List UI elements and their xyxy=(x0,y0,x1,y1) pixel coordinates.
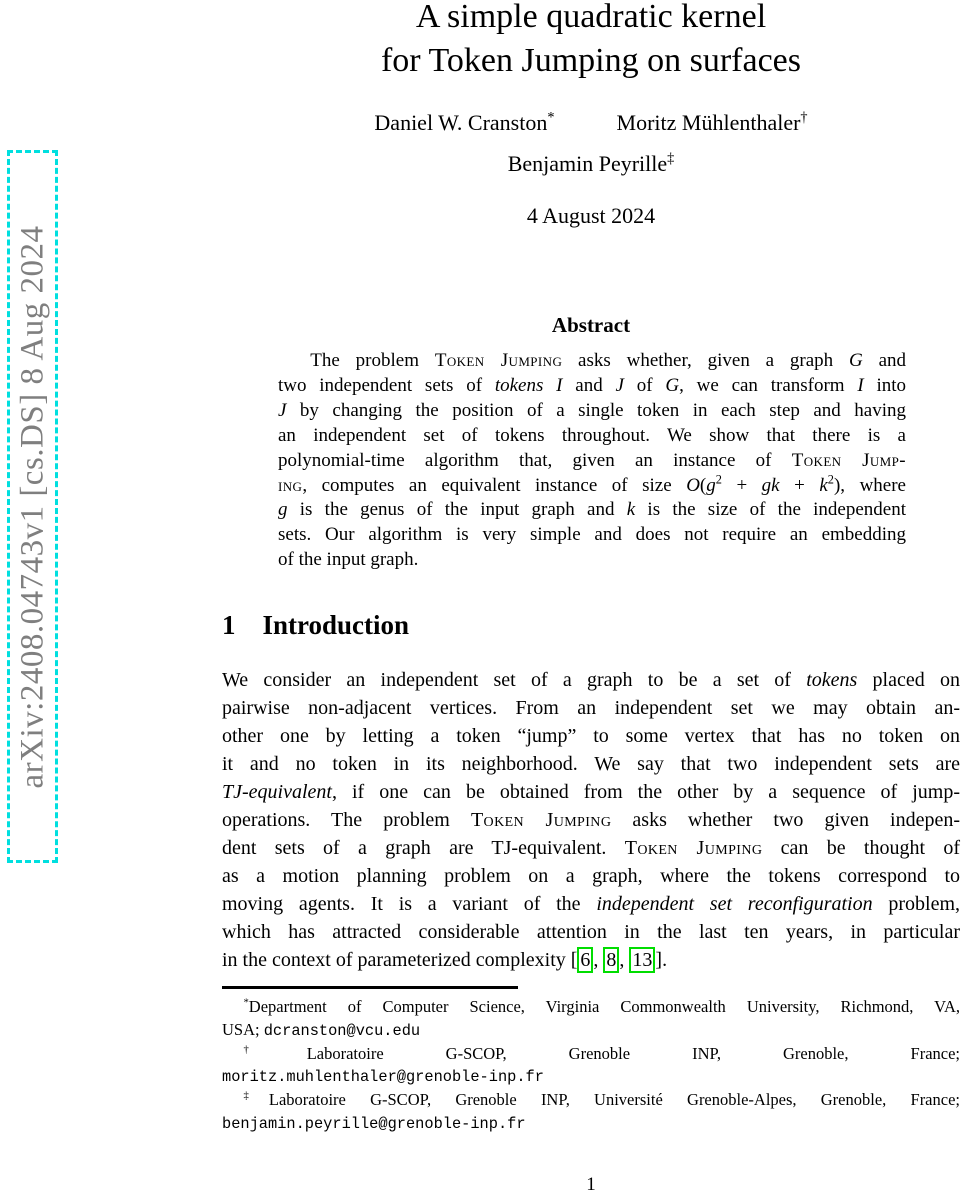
text: two independent sets of xyxy=(278,374,495,396)
citation-link[interactable]: 13 xyxy=(629,947,655,973)
text: placed on xyxy=(857,669,960,691)
text: , xyxy=(619,949,630,971)
text-sc: Token Jumping xyxy=(434,350,563,371)
abstract-heading: Abstract xyxy=(551,313,631,337)
text-sup: ‡ xyxy=(243,1089,269,1102)
footnote-mark: † xyxy=(800,109,808,126)
text-tt: moritz.muhlenthaler@grenoble-inp.fr xyxy=(222,1068,544,1087)
text: Laboratoire G-SCOP, Grenoble INP, Grenoble, France; xyxy=(306,1043,960,1063)
text-line xyxy=(278,523,906,548)
text-line xyxy=(222,996,960,1019)
text-m: G xyxy=(849,350,863,371)
author-name: Daniel W. Cranston* xyxy=(374,109,555,135)
text-sc: ing xyxy=(278,474,303,496)
text-line xyxy=(278,399,906,424)
text-i: independent set reconfiguration xyxy=(596,893,873,915)
text: problem, xyxy=(872,893,960,915)
text-line xyxy=(278,349,906,374)
authors-row xyxy=(222,151,960,177)
text-line xyxy=(222,750,960,778)
text: and xyxy=(862,350,907,371)
text-line xyxy=(222,1112,960,1136)
text: other one by letting a token “jump” to some vertex that has no token on xyxy=(222,725,960,747)
text: into xyxy=(863,374,907,396)
text-sc: Token Jumping xyxy=(470,809,612,831)
text: + xyxy=(721,474,762,496)
text: is the size of the independent xyxy=(635,499,906,521)
section-number: 1 xyxy=(222,610,236,640)
text-m: g xyxy=(706,474,716,496)
text-m: O xyxy=(686,474,700,496)
text: it and no token in its neighborhood. We say that two independent sets are xyxy=(222,753,960,775)
text-line xyxy=(222,1043,960,1066)
text: moving agents. It is a variant of the xyxy=(222,893,597,915)
text-sc: Token Jumping xyxy=(624,837,763,859)
text-sc: Token Jump- xyxy=(791,449,906,471)
text: , xyxy=(593,949,604,971)
footnote-mark: * xyxy=(547,109,555,126)
section-title: Introduction xyxy=(262,610,410,640)
text-tt: dcranston@vcu.edu xyxy=(263,1021,421,1040)
text-line xyxy=(278,498,906,523)
text: dent sets of a graph are TJ-equivalent. xyxy=(222,837,625,859)
text-line xyxy=(222,694,960,722)
text-line xyxy=(222,834,960,862)
text: asks whether, given a graph xyxy=(562,350,850,371)
text: as a motion planning problem on a graph, where the tokens correspond to xyxy=(222,865,960,887)
text-line xyxy=(278,474,906,499)
text: of xyxy=(623,374,666,396)
citation-link[interactable]: 6 xyxy=(577,947,593,973)
text-line xyxy=(222,1089,960,1112)
text-m: I xyxy=(857,374,864,396)
text-line xyxy=(222,918,960,946)
author-name: Benjamin Peyrille‡ xyxy=(507,150,675,176)
title-line-2: for Token Jumping on surfaces xyxy=(380,42,802,79)
text-line xyxy=(222,862,960,890)
section-heading xyxy=(222,610,409,641)
authors-row xyxy=(222,110,960,136)
text-sup: 2 xyxy=(827,472,834,487)
text: ), where xyxy=(833,474,906,496)
text: of the input graph. xyxy=(278,549,419,571)
arxiv-identifier: arXiv:2408.04743v1 [cs.DS] 8 Aug 2024 xyxy=(14,225,50,788)
text: which has attracted considerable attention in the last ten years, in particular xyxy=(222,921,960,943)
text: Laboratoire G-SCOP, Grenoble INP, Université Grenoble-Alpes, Grenoble, France; xyxy=(268,1090,960,1110)
introduction-body xyxy=(222,666,960,974)
text-m: k xyxy=(626,499,636,521)
text-m: k xyxy=(819,474,828,496)
text-i: TJ-equivalent xyxy=(222,781,332,803)
text-line xyxy=(278,424,906,449)
text-line xyxy=(222,1065,960,1089)
text: , we can transform xyxy=(679,374,858,396)
text: can be thought of xyxy=(762,837,960,859)
text: + xyxy=(779,474,820,496)
text-line xyxy=(222,946,960,974)
text-line xyxy=(278,449,906,474)
text-m: I xyxy=(556,374,563,396)
text-m: G xyxy=(665,374,680,396)
text: in the context of parameterized complexity [ xyxy=(222,949,578,971)
text: polynomial-time algorithm that, given an instance of xyxy=(278,449,792,471)
footnotes xyxy=(222,996,960,1136)
text: USA; xyxy=(222,1019,264,1039)
text: Department of Computer Science, Virginia Commonwealth University, Richmond, VA, xyxy=(248,997,960,1016)
text-line xyxy=(278,548,906,573)
text: and xyxy=(562,374,616,396)
text-line xyxy=(222,778,960,806)
text-sup: * xyxy=(243,996,249,1009)
text: pairwise non-adjacent vertices. From an independent set we may obtain an- xyxy=(222,697,960,719)
text: , computes an equivalent instance of size xyxy=(302,474,687,496)
arxiv-stamp-box xyxy=(7,150,58,863)
text-m: gk xyxy=(761,474,780,496)
text-m: g xyxy=(278,499,288,521)
text: , if one can be obtained from the other by a sequence of jump- xyxy=(331,781,960,803)
footnote-mark: ‡ xyxy=(667,150,675,167)
abstract-body xyxy=(278,349,906,573)
text: asks whether two given indepen- xyxy=(611,809,960,831)
text-line xyxy=(222,722,960,750)
text-line xyxy=(222,666,960,694)
text-i: tokens xyxy=(806,669,858,691)
footnote-rule xyxy=(222,986,518,989)
title-line-1: A simple quadratic kernel xyxy=(415,0,767,35)
author-name: Moritz Mühlenthaler† xyxy=(616,109,808,135)
text: The problem xyxy=(310,350,435,371)
text-m: J xyxy=(278,399,287,421)
text-line xyxy=(222,806,960,834)
citation-link[interactable]: 8 xyxy=(603,947,619,973)
text: operations. The problem xyxy=(222,809,471,831)
page-number: 1 xyxy=(586,1174,596,1195)
text: by changing the position of a single token in each step and having xyxy=(286,399,906,421)
text: We consider an independent set of a graph to be a set of xyxy=(222,669,807,691)
text xyxy=(543,375,556,396)
text-line xyxy=(222,890,960,918)
text-line xyxy=(222,1019,960,1043)
text: ( xyxy=(699,474,707,496)
text-i: tokens xyxy=(494,374,544,396)
paper-title xyxy=(222,0,960,83)
text-sup: † xyxy=(243,1043,307,1056)
text-sup: 2 xyxy=(715,472,722,487)
text-tt: benjamin.peyrille@grenoble-inp.fr xyxy=(222,1114,526,1133)
paper-date: 4 August 2024 xyxy=(526,203,656,228)
text-line xyxy=(278,374,906,399)
text: ]. xyxy=(655,949,668,971)
text: sets. Our algorithm is very simple and does not require an embedding xyxy=(278,524,906,546)
text-m: J xyxy=(615,374,624,396)
text: an independent set of tokens throughout. We show that there is a xyxy=(278,424,906,446)
text: is the genus of the input graph and xyxy=(287,499,627,521)
